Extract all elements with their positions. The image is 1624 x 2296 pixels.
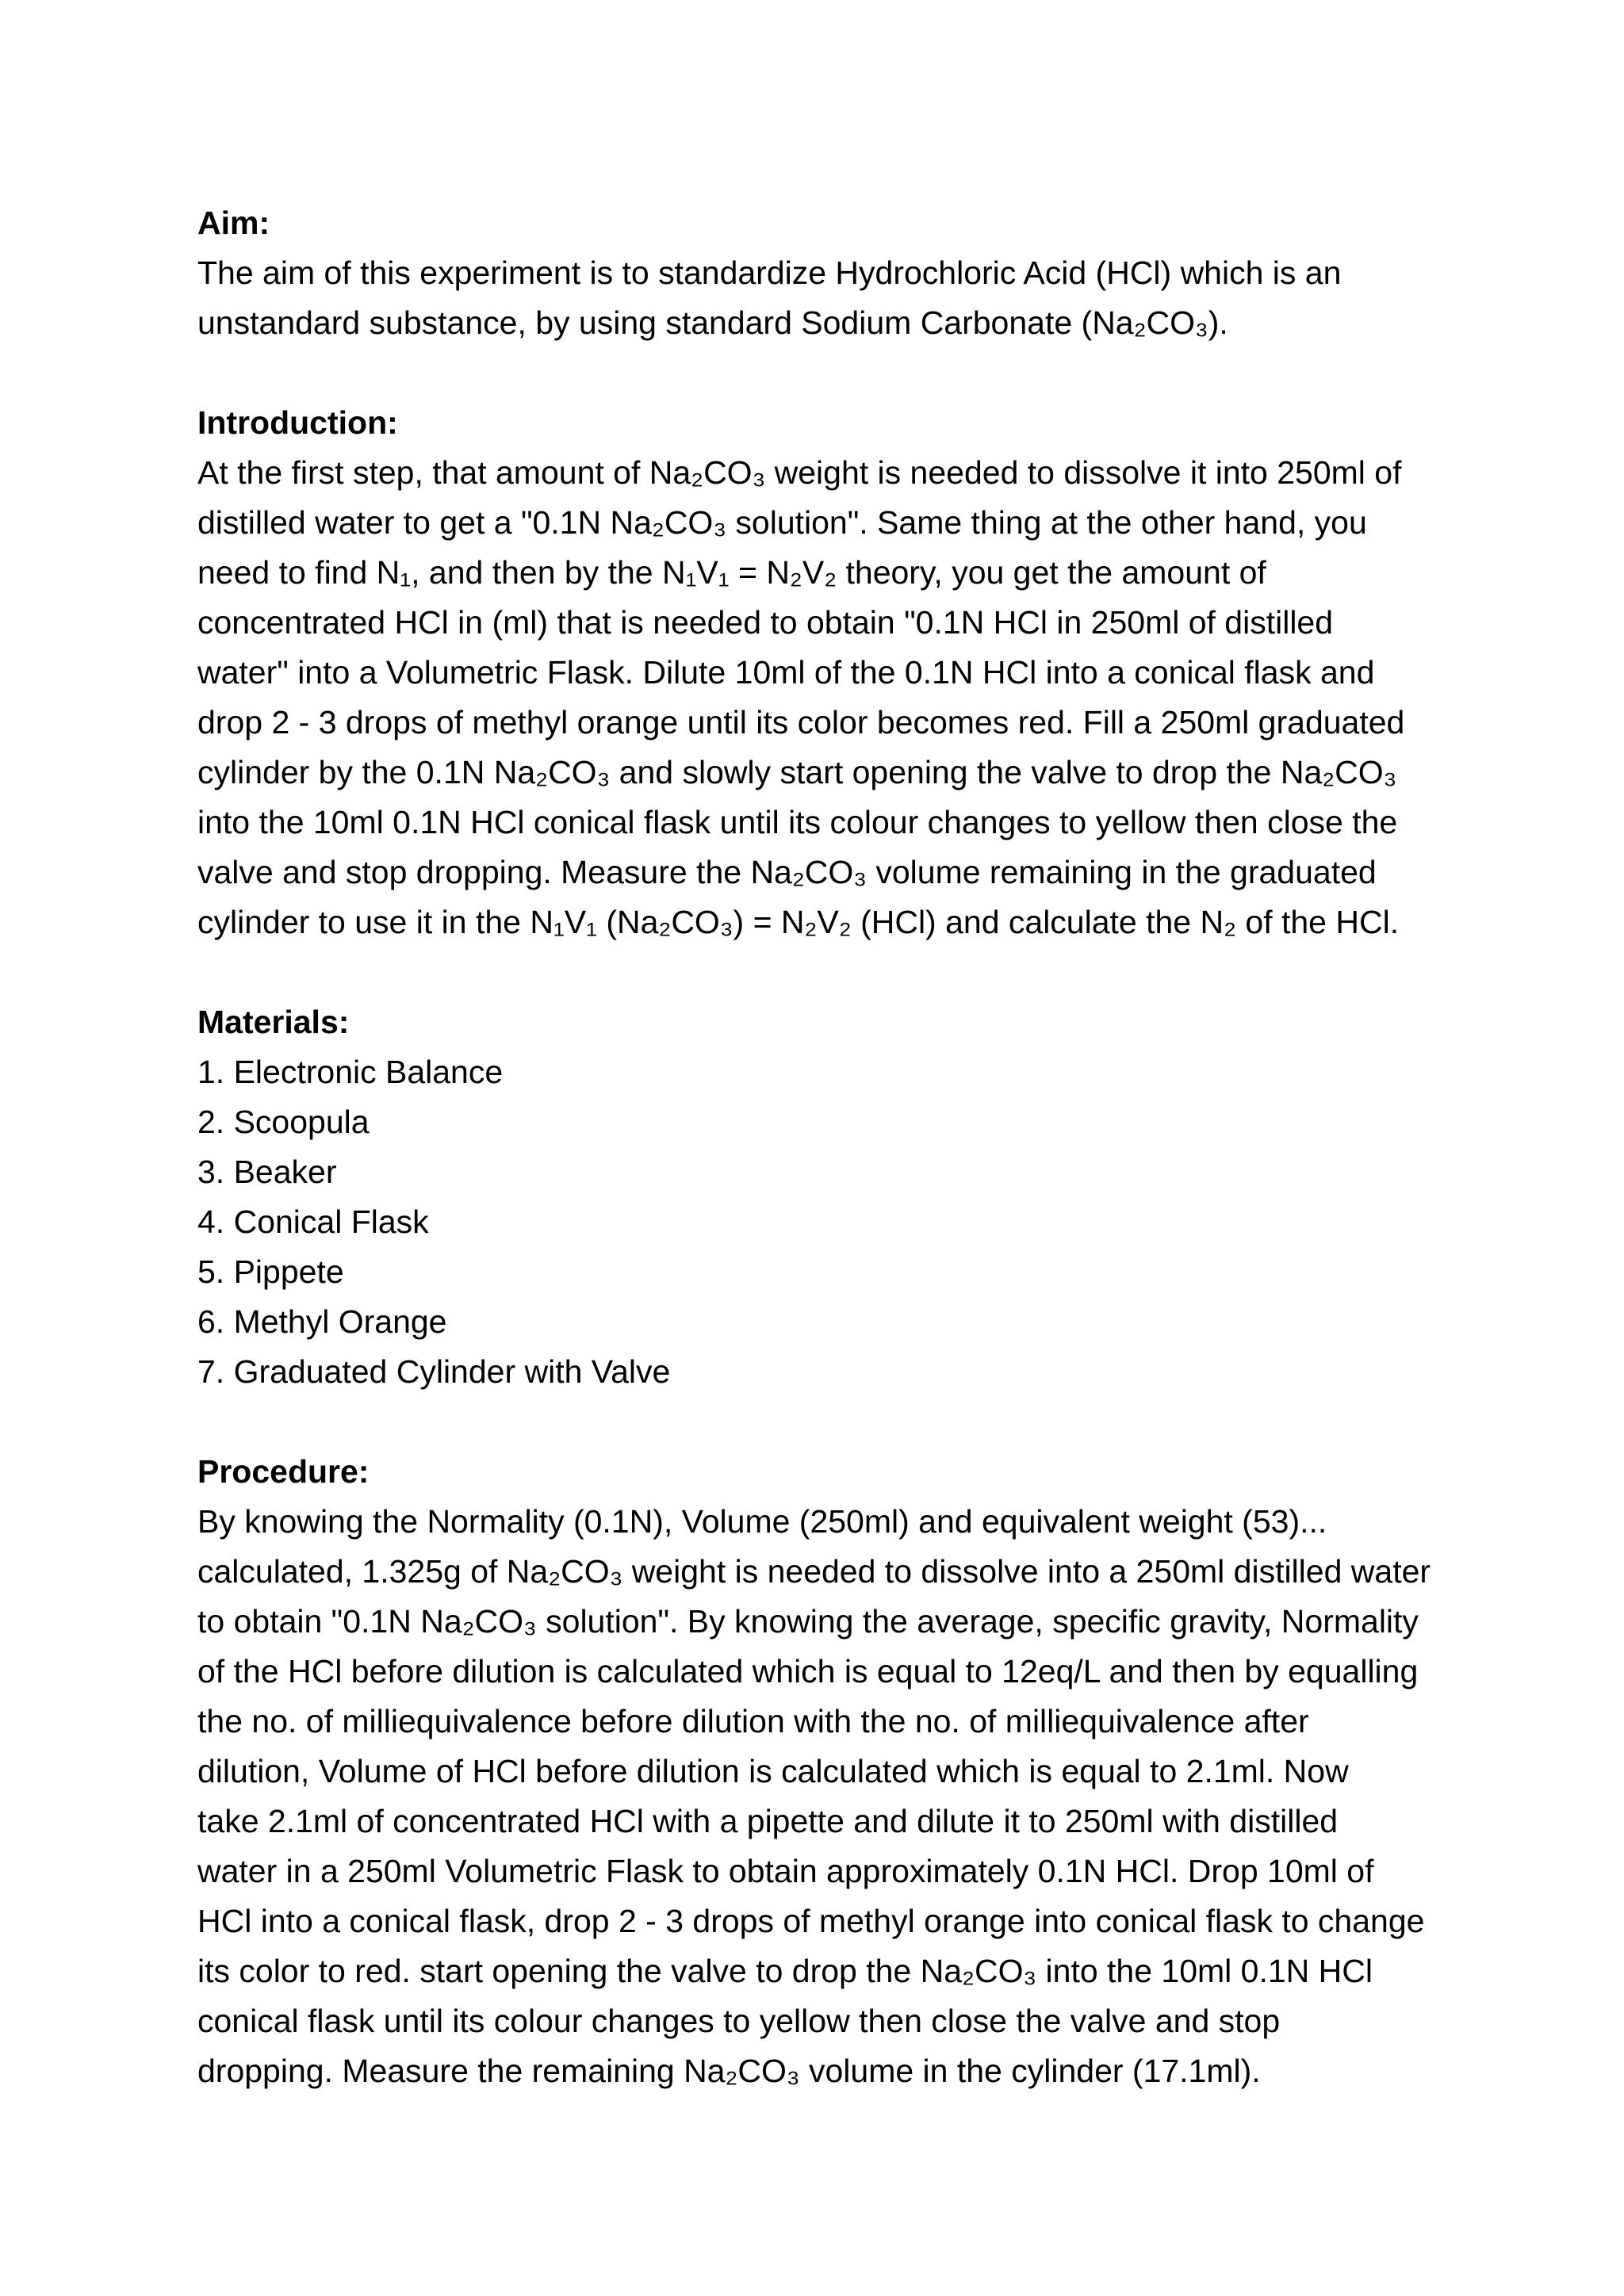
procedure-line: its color to red. start opening the valve to drop the Na₂CO₃ into the 10ml 0.1N HCl xyxy=(197,1953,1373,1989)
materials-list-item: 7. Graduated Cylinder with Valve xyxy=(197,1353,671,1390)
introduction-line: cylinder by the 0.1N Na₂CO₃ and slowly start opening the valve to drop the Na₂CO₃ xyxy=(197,754,1397,790)
section-spacer xyxy=(197,1397,1450,1447)
materials-list-item: 1. Electronic Balance xyxy=(197,1054,504,1090)
materials-list-item: 3. Beaker xyxy=(197,1154,337,1190)
introduction-line: cylinder to use it in the N₁V₁ (Na₂CO₃) = N₂V₂ (HCl) and calculate the N₂ of the HCl. xyxy=(197,904,1400,940)
procedure-line: take 2.1ml of concentrated HCl with a pipette and dilute it to 250ml with distilled xyxy=(197,1803,1339,1839)
introduction-line: drop 2 - 3 drops of methyl orange until its color becomes red. Fill a 250ml graduated xyxy=(197,704,1405,740)
section-spacer xyxy=(197,348,1450,398)
procedure-line: dilution, Volume of HCl before dilution is calculated which is equal to 2.1ml. Now xyxy=(197,1753,1349,1789)
procedure-line: conical flask until its colour changes to yellow then close the valve and stop xyxy=(197,2003,1281,2039)
aim-heading: Aim: xyxy=(197,205,270,241)
aim-line: unstandard substance, by using standard Sodium Carbonate (Na₂CO₃). xyxy=(197,304,1228,341)
procedure-line: the no. of milliequivalence before dilution with the no. of milliequivalence after xyxy=(197,1703,1309,1739)
procedure-line: calculated, 1.325g of Na₂CO₃ weight is needed to dissolve into a 250ml distilled water xyxy=(197,1553,1431,1590)
procedure-line: to obtain "0.1N Na₂CO₃ solution". By knowing the average, specific gravity, Normality xyxy=(197,1603,1419,1640)
procedure-line: dropping. Measure the remaining Na₂CO₃ volume in the cylinder (17.1ml). xyxy=(197,2053,1261,2089)
materials-list-item: 4. Conical Flask xyxy=(197,1203,429,1240)
introduction-line: At the first step, that amount of Na₂CO₃ weight is needed to dissolve it into 250ml of xyxy=(197,454,1402,491)
introduction-line: distilled water to get a "0.1N Na₂CO₃ solution". Same thing at the other hand, you xyxy=(197,504,1367,541)
materials-list-item: 6. Methyl Orange xyxy=(197,1303,447,1340)
aim-line: The aim of this experiment is to standardize Hydrochloric Acid (HCl) which is an xyxy=(197,254,1342,291)
introduction-line: need to find N₁, and then by the N₁V₁ = N₂V₂ theory, you get the amount of xyxy=(197,554,1266,591)
procedure-line: of the HCl before dilution is calculated which is equal to 12eq/L and then by equalling xyxy=(197,1653,1419,1689)
introduction-heading: Introduction: xyxy=(197,404,398,441)
introduction-line: water" into a Volumetric Flask. Dilute 10ml of the 0.1N HCl into a conical flask and xyxy=(197,654,1375,691)
introduction-line: into the 10ml 0.1N HCl conical flask until its colour changes to yellow then close the xyxy=(197,804,1398,840)
materials-heading: Materials: xyxy=(197,1004,350,1040)
materials-list-item: 5. Pippete xyxy=(197,1253,344,1290)
procedure-line: water in a 250ml Volumetric Flask to obtain approximately 0.1N HCl. Drop 10ml of xyxy=(197,1853,1374,1889)
procedure-line: HCl into a conical flask, drop 2 - 3 drops of methyl orange into conical flask to change xyxy=(197,1903,1425,1939)
introduction-line: valve and stop dropping. Measure the Na₂CO₃ volume remaining in the graduated xyxy=(197,854,1377,890)
procedure-heading: Procedure: xyxy=(197,1453,370,1490)
procedure-line: By knowing the Normality (0.1N), Volume (250ml) and equivalent weight (53)... xyxy=(197,1503,1327,1540)
document-page xyxy=(197,198,1450,2096)
introduction-line: concentrated HCl in (ml) that is needed to obtain "0.1N HCl in 250ml of distilled xyxy=(197,604,1334,641)
section-spacer xyxy=(197,947,1450,997)
materials-list-item: 2. Scoopula xyxy=(197,1104,370,1140)
